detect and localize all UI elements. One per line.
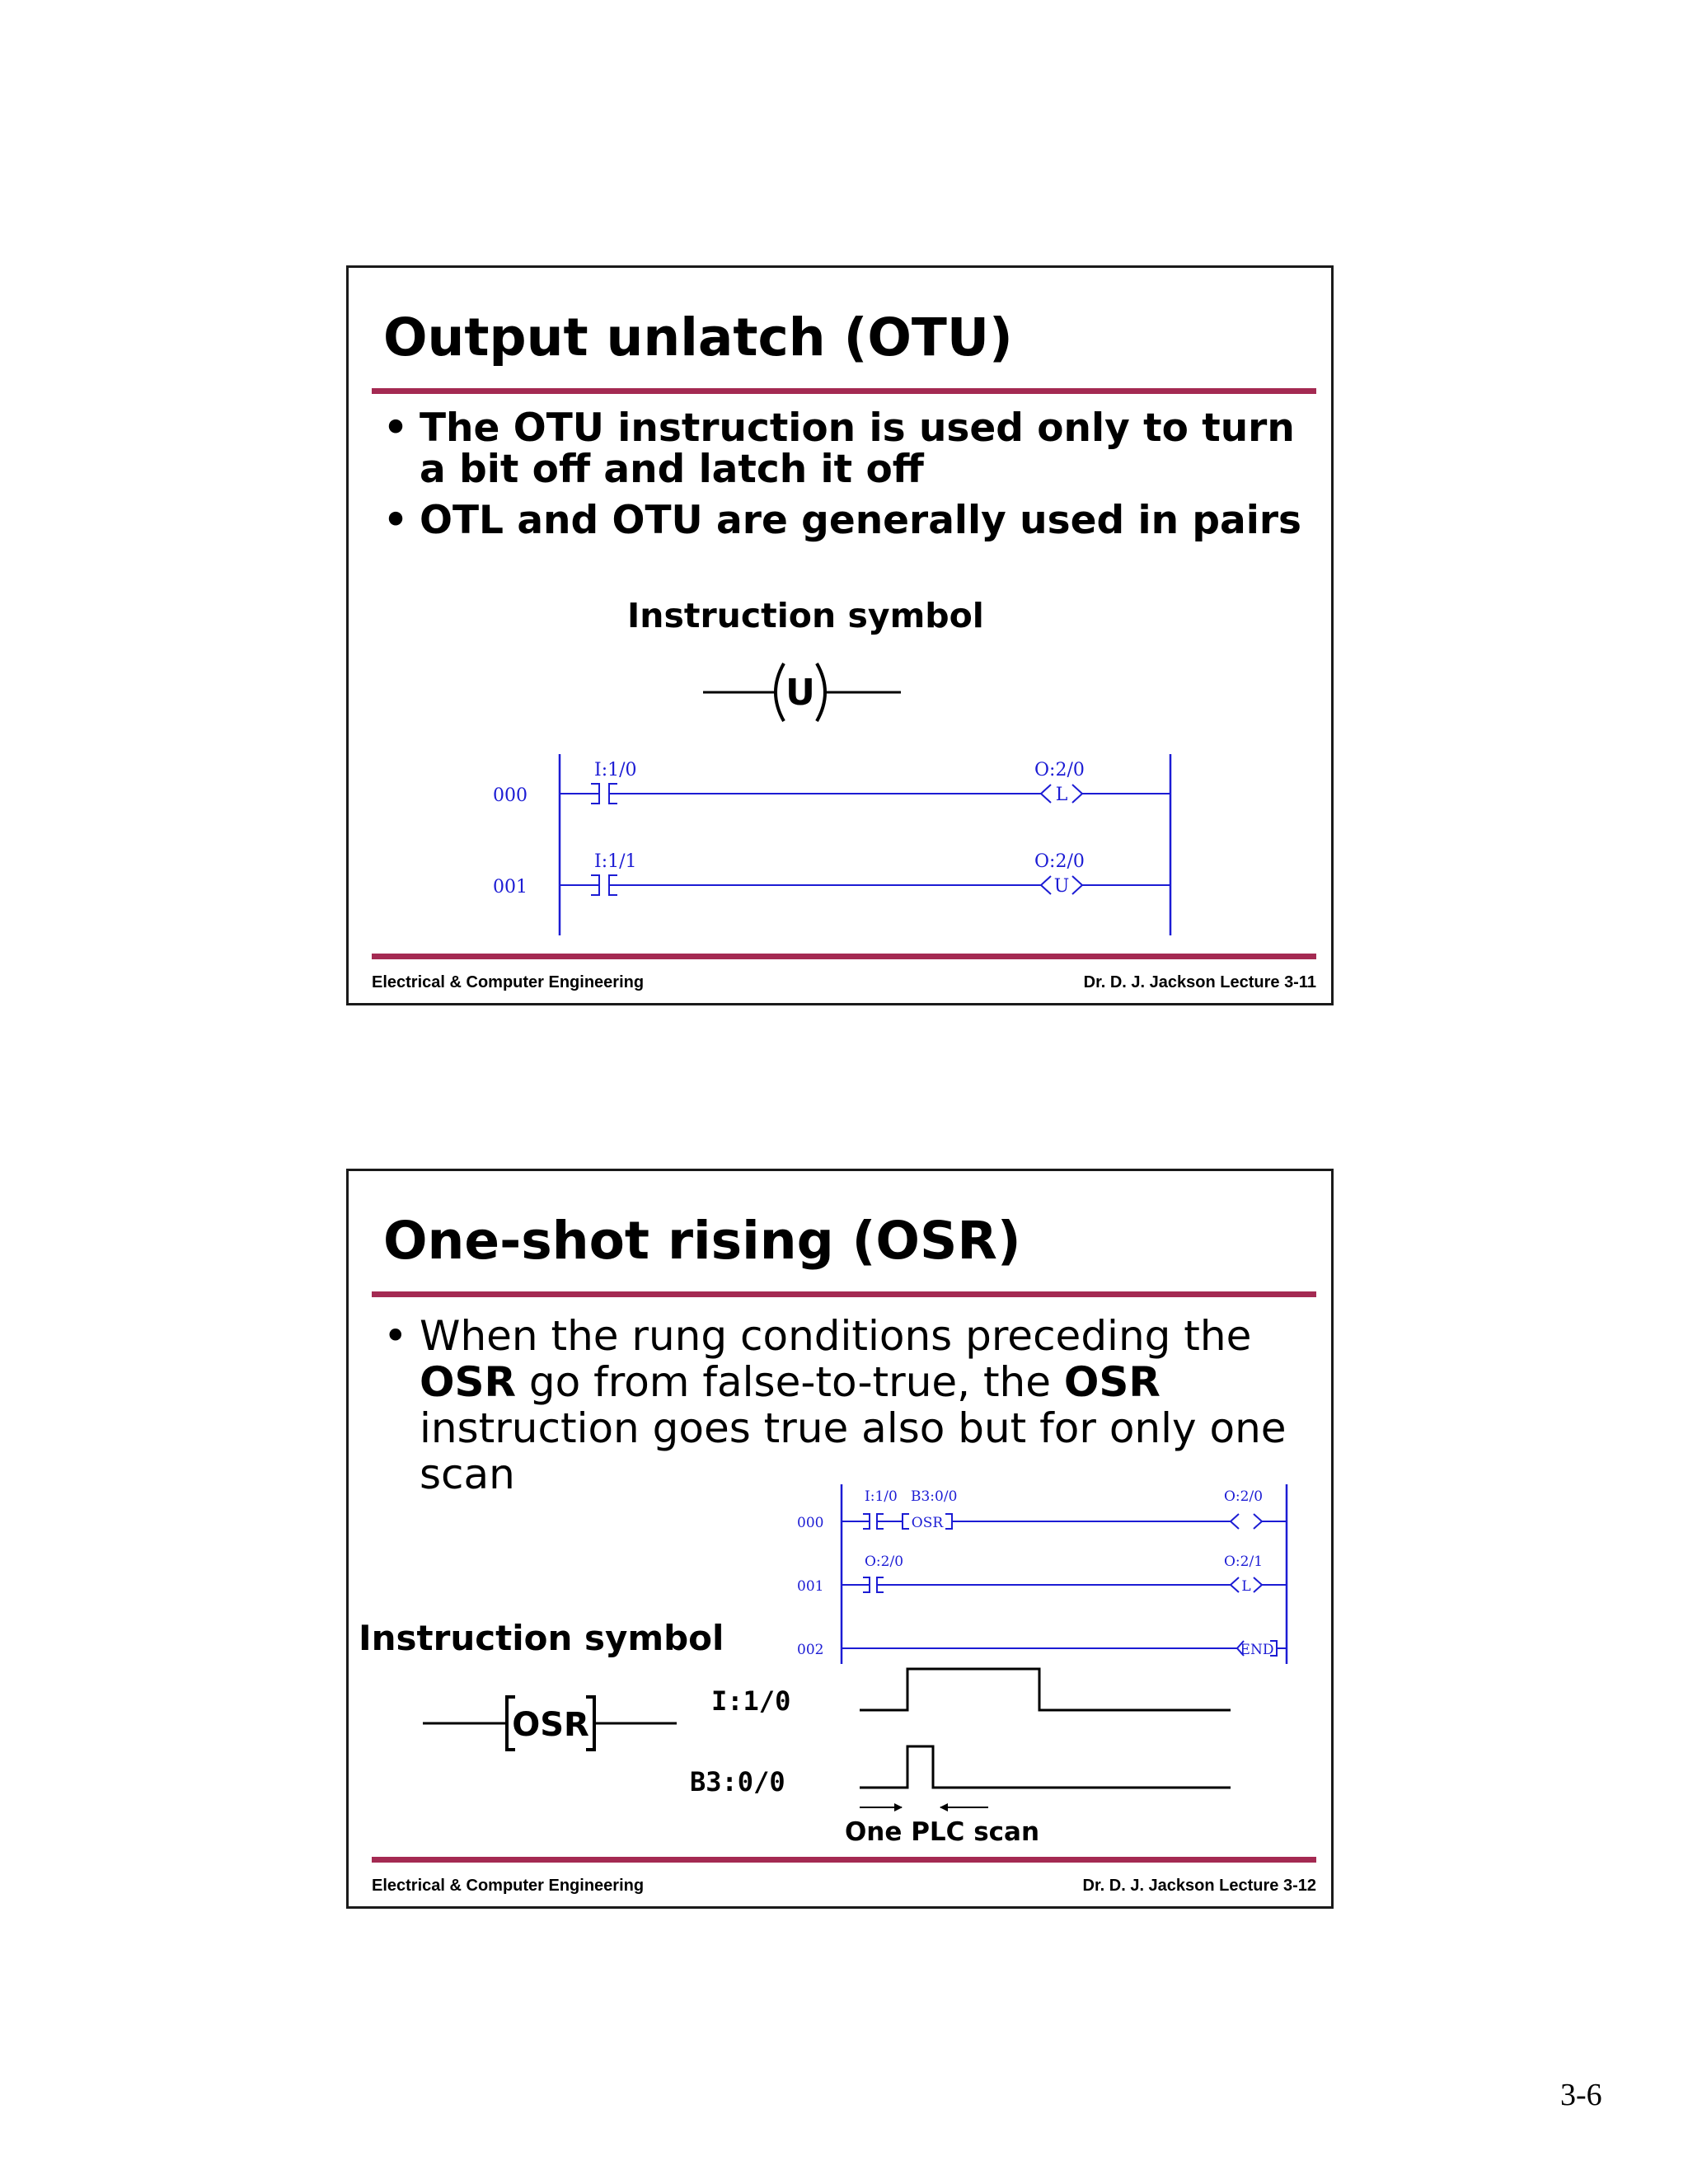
footer-divider	[372, 954, 1316, 959]
output-address: O:2/0	[1224, 1488, 1264, 1505]
osr-bracket-left	[903, 1514, 909, 1529]
input-address: I:1/1	[594, 851, 637, 872]
bullet-list	[383, 405, 1306, 551]
bullet-text-1: When the rung conditions preceding the	[420, 1312, 1252, 1360]
instruction-symbol-label: Instruction symbol	[359, 1618, 724, 1658]
ladder-diagram	[448, 746, 1107, 944]
input-address: I:1/0	[865, 1488, 898, 1505]
coil-right	[1254, 1514, 1262, 1529]
middle-address: B3:0/0	[911, 1488, 958, 1505]
symbol-text: OSR	[512, 1706, 589, 1744]
output-address: O:2/0	[1034, 760, 1085, 780]
input-address: O:2/0	[865, 1554, 904, 1570]
waveform-i10	[860, 1669, 1231, 1710]
bullet-item: • OTL and OTU are generally used in pairs	[383, 498, 1302, 543]
rung-number: 001	[493, 877, 528, 898]
coil-left	[1231, 1514, 1239, 1529]
coil-left	[1231, 1577, 1239, 1592]
coil-symbol: L	[1055, 785, 1068, 805]
footer-department: Electrical & Computer Engineering	[372, 1877, 645, 1895]
end-label: END	[1240, 1642, 1274, 1658]
symbol-paren-left	[776, 663, 784, 721]
bullet-item: • The OTU instruction is used only to turn a bit off and latch it off	[383, 405, 1295, 492]
coil-right	[1072, 876, 1082, 894]
rung-number: 001	[797, 1578, 824, 1595]
rung-001	[493, 851, 1170, 898]
bullet-item: • When the rung conditions preceding the OSR go from false-to-true, the OSR instruction goes true also but for only one scan	[383, 1312, 1287, 1498]
slide-osr	[346, 1169, 1334, 1909]
footer-lecture: Dr. D. J. Jackson Lecture 3-12	[1082, 1877, 1316, 1895]
scan-label: One PLC scan	[844, 1817, 1040, 1847]
coil-right	[1072, 785, 1082, 803]
rung-002	[797, 1641, 1287, 1658]
footer-lecture: Dr. D. J. Jackson Lecture 3-11	[1083, 973, 1316, 991]
slide-title: One-shot rising (OSR)	[383, 1211, 1021, 1271]
scan-arrowhead-right	[940, 1803, 948, 1811]
rung-000	[797, 1488, 1287, 1531]
bullet-text-3: instruction goes true also but for only one scan	[420, 1404, 1287, 1498]
slide-title: Output unlatch (OTU)	[383, 307, 1013, 368]
input-address: I:1/0	[594, 760, 637, 780]
coil-left	[1041, 785, 1051, 803]
title-divider	[372, 1291, 1316, 1297]
bullet-text-2: go from false-to-true, the	[516, 1358, 1064, 1406]
symbol-paren-right	[817, 663, 825, 721]
osr-symbol	[423, 1689, 687, 1763]
bullet-text: The OTU instruction is used only to turn a bit off and latch it off	[420, 405, 1295, 492]
rung-001	[797, 1554, 1287, 1595]
coil-left	[1041, 876, 1051, 894]
title-divider	[372, 388, 1316, 394]
instruction-symbol-label: Instruction symbol	[627, 596, 984, 635]
page-number: 3-6	[1560, 2078, 1602, 2112]
otu-symbol	[695, 655, 942, 738]
coil-symbol: L	[1241, 1578, 1251, 1595]
ladder-diagram	[769, 1476, 1313, 1674]
bullet-text: OTL and OTU are generally used in pairs	[420, 498, 1302, 543]
bullet-list	[383, 1313, 1306, 1502]
osr-bracket-right	[945, 1514, 952, 1529]
symbol-letter: U	[785, 672, 815, 714]
signal-label-b300: B3:0/0	[690, 1766, 785, 1797]
waveform-b300	[860, 1746, 1231, 1788]
osr-label: OSR	[911, 1515, 944, 1531]
rung-number: 000	[797, 1515, 824, 1531]
rung-number: 000	[493, 785, 528, 806]
output-address: O:2/0	[1034, 851, 1085, 872]
slide-otu	[346, 265, 1334, 1005]
rung-000	[493, 760, 1170, 806]
scan-arrowhead-left	[894, 1803, 903, 1811]
bullet-bold-osr: OSR	[420, 1358, 517, 1406]
rung-number: 002	[797, 1642, 824, 1658]
coil-right	[1254, 1577, 1262, 1592]
bullet-bold-osr: OSR	[1063, 1358, 1160, 1406]
coil-symbol: U	[1053, 876, 1070, 897]
footer-divider	[372, 1857, 1316, 1863]
timing-diagram	[690, 1666, 1222, 1847]
output-address: O:2/1	[1224, 1554, 1264, 1570]
footer-department: Electrical & Computer Engineering	[372, 973, 645, 991]
signal-label-i10: I:1/0	[711, 1685, 791, 1717]
